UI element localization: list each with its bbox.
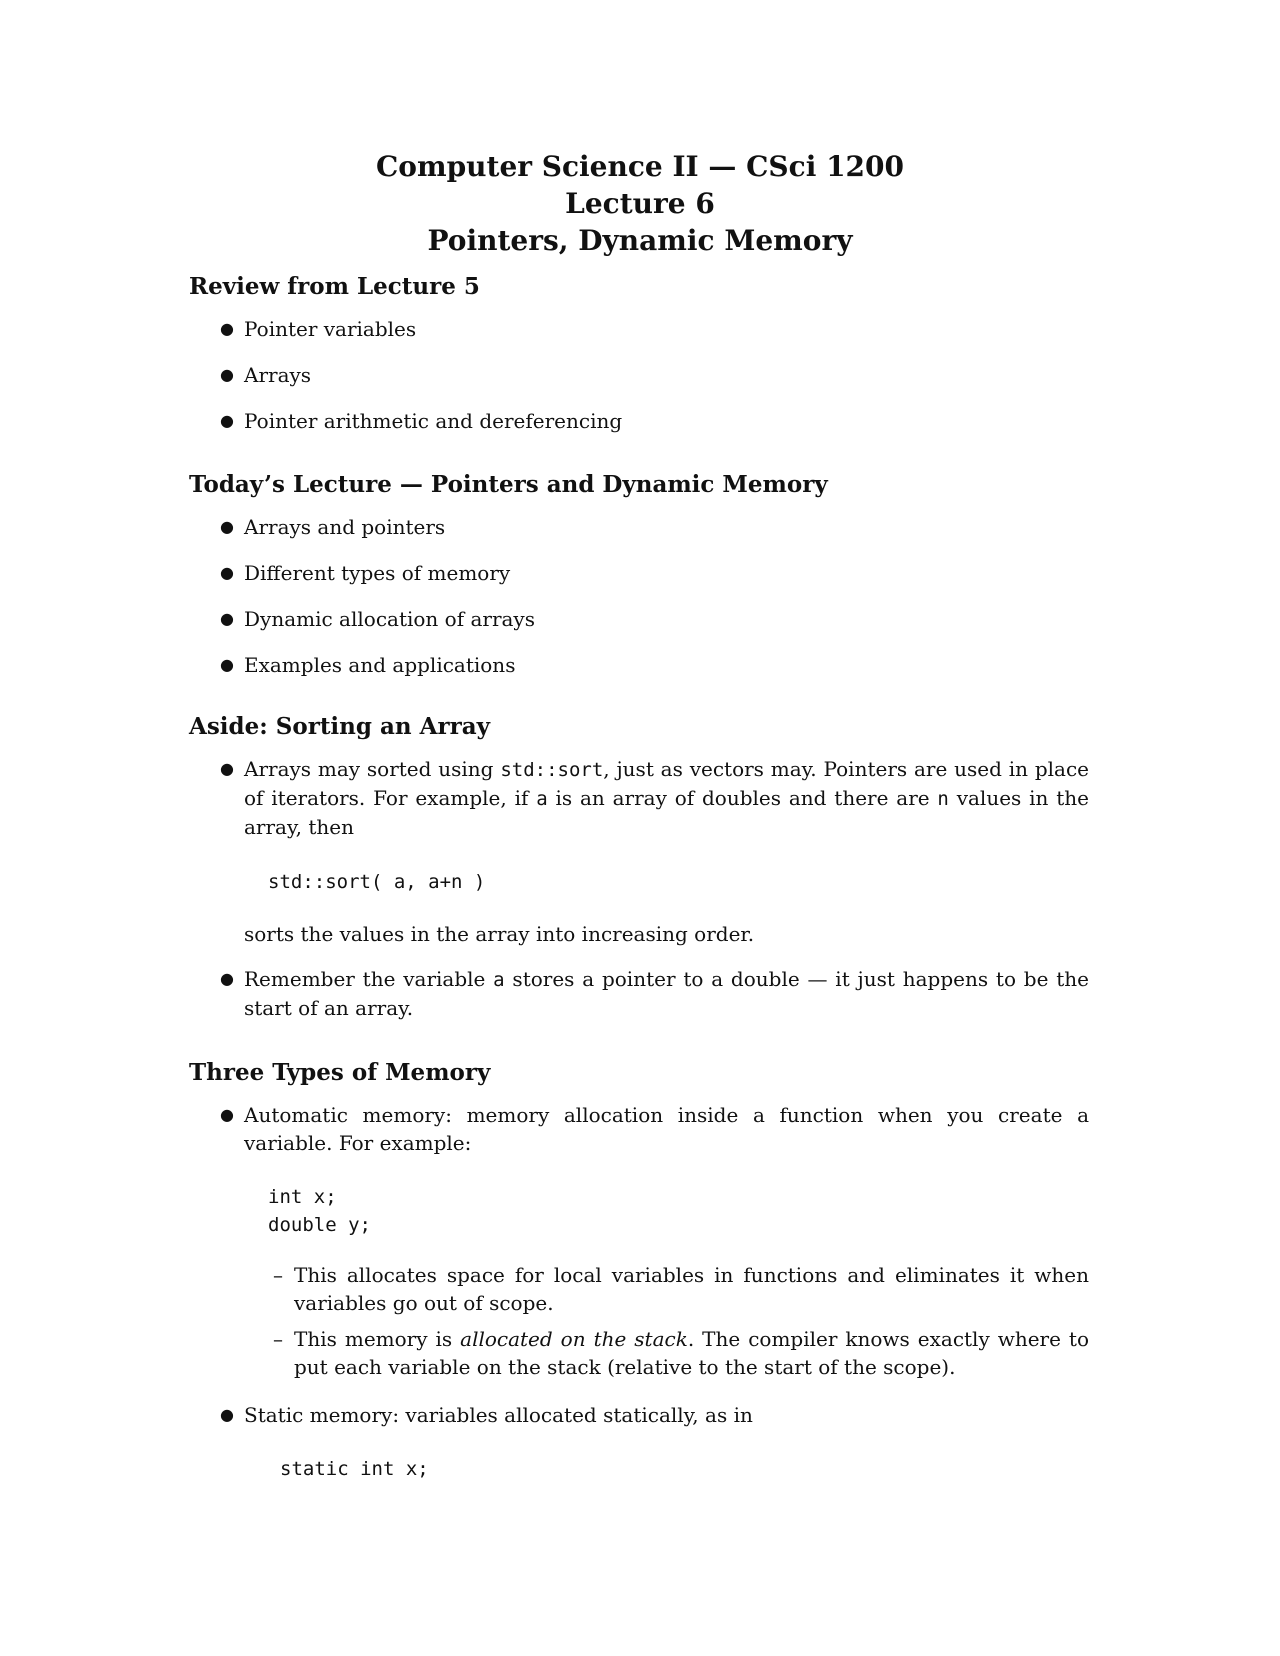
bullet-icon: ● <box>220 1105 234 1124</box>
review-heading: Review from Lecture 5 <box>189 273 480 300</box>
bullet-icon: ● <box>220 759 234 778</box>
dash-marker: – <box>273 1263 283 1287</box>
dash-marker: – <box>273 1327 283 1351</box>
list-item: ● Arrays may sorted using std::sort, just as vectors may. Pointers are used in place of iterators. For example, if a is an array of doubles and there are n values in the array, then std::sort( a, a+n ) sorts the values in the array into increasing order. <box>220 757 1090 946</box>
list-item: ● Automatic memory: memory allocation inside a function when you create a variable. For example: int x; double y; – This allocates space for local variables in functions and eliminates it when variables go out of scope. – This memory is allocated on the stack. The compiler knows exactly where to put each variable on the stack (relative to the start of the scope). <box>220 1103 1090 1379</box>
today-list <box>189 513 1089 679</box>
lecture-topic: Pointers, Dynamic Memory <box>427 224 853 257</box>
inline-code: a <box>536 788 548 810</box>
review-section <box>189 272 1089 435</box>
today-section <box>189 470 1089 679</box>
inline-code: a <box>493 969 505 991</box>
sub-list-item: – This memory is allocated on the stack. The compiler knows exactly where to put each variable on the stack (relative to the start of the scope). <box>273 1327 1090 1379</box>
list-item: ● Remember the variable a stores a pointer to a double — it just happens to be the start of an array. <box>220 967 1089 1020</box>
code-block: std::sort( a, a+n ) <box>268 871 486 893</box>
course-title: Computer Science II — CSci 1200 <box>375 150 905 183</box>
list-item: ● Pointer arithmetic and dereferencing <box>220 409 623 433</box>
inline-code: std::sort <box>500 759 604 781</box>
bullet-icon: ● <box>220 609 234 628</box>
aside-list <box>189 755 1089 1022</box>
bullet-icon: ● <box>220 517 234 536</box>
bullet-icon: ● <box>220 411 234 430</box>
bullet-icon: ● <box>220 319 234 338</box>
title-block <box>0 148 1280 259</box>
aside-heading: Aside: Sorting an Array <box>189 713 490 740</box>
lecture-number: Lecture 6 <box>565 187 715 220</box>
list-item: ● Dynamic allocation of arrays <box>220 607 535 631</box>
inline-code: n <box>937 788 949 810</box>
code-block: int x; double y; <box>268 1186 371 1236</box>
bullet-icon: ● <box>220 969 234 988</box>
bullet-icon: ● <box>220 365 234 384</box>
bullet-icon: ● <box>220 563 234 582</box>
aside-section <box>189 712 1089 1022</box>
memory-list <box>189 1101 1089 1483</box>
list-item: ● Static memory: variables allocated statically, as in static int x; <box>189 1401 1089 1483</box>
review-list <box>189 315 1089 435</box>
memory-section <box>189 1058 1089 1483</box>
sub-list-item: – This allocates space for local variables in functions and eliminates it when variables go out of scope. <box>273 1263 1089 1315</box>
list-item: ● Arrays <box>220 363 312 387</box>
list-item: ● Different types of memory <box>220 561 511 585</box>
sub-list <box>268 1261 1089 1381</box>
today-heading: Today’s Lecture — Pointers and Dynamic Memory <box>189 471 828 498</box>
code-block: static int x; <box>280 1458 429 1480</box>
memory-heading: Three Types of Memory <box>189 1059 491 1086</box>
bullet-icon: ● <box>220 655 234 674</box>
list-item: ● Pointer variables <box>220 317 417 341</box>
list-item: ● Arrays and pointers <box>220 515 446 539</box>
list-item: ● Examples and applications <box>220 653 516 677</box>
paragraph: sorts the values in the array into increasing order. <box>244 922 755 946</box>
bullet-icon: ● <box>220 1405 234 1424</box>
